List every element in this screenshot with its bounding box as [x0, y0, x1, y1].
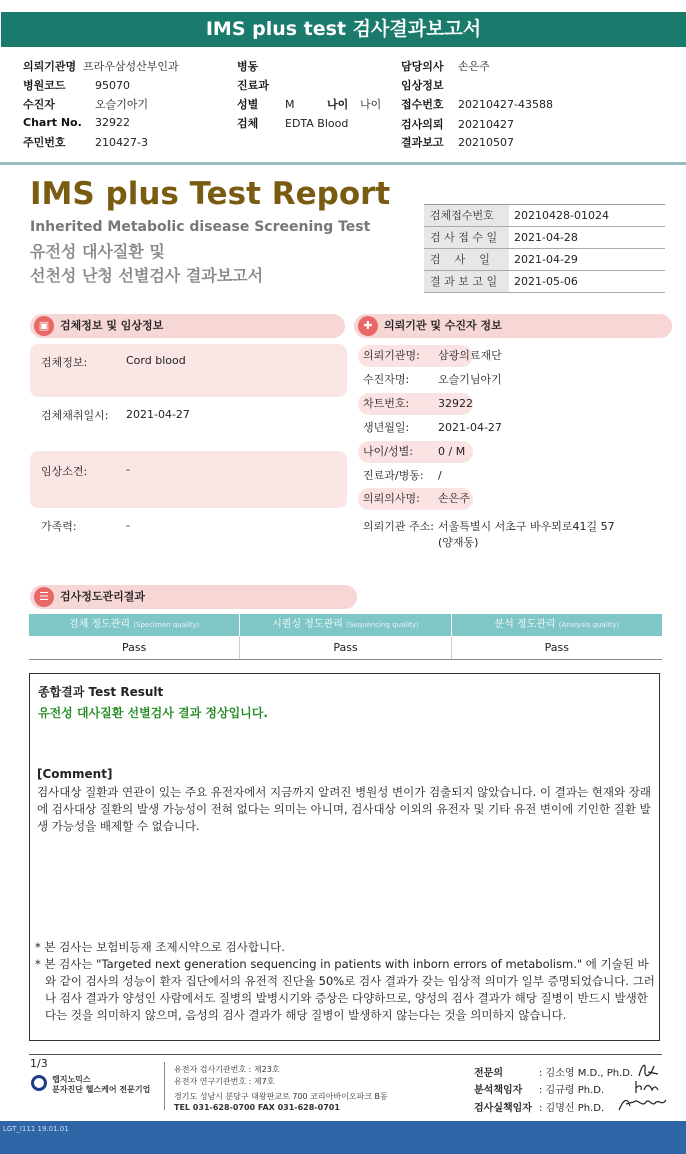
signer: 분석책임자 : 김규령 Ph.D.: [474, 1085, 605, 1096]
specimen-info-value: Cord blood: [126, 354, 186, 367]
date-row: 결 과 보 고 일 2021-05-06: [424, 271, 665, 293]
header-hospital-code: 병원코드 95070: [23, 79, 130, 92]
quality-table-header: [29, 614, 662, 636]
dates-table: [424, 204, 665, 293]
checklist-icon: ☰: [34, 587, 54, 607]
note: * 본 검사는 보험비등재 조제시약으로 검사합니다.: [35, 940, 285, 954]
header-sex: 성별 M: [237, 98, 295, 111]
family-history-label: 가족력:: [41, 520, 77, 533]
family-history-value: -: [126, 519, 130, 532]
header-request-date: 검사의뢰 20210427: [401, 118, 514, 131]
result-summary: 유전성 대사질환 선별검사 결과 정상입니다.: [38, 706, 268, 720]
specimen-section-header: ▣ 검체정보 및 임상정보: [30, 314, 345, 338]
signature-3: [616, 1094, 668, 1114]
specimen-info-box: [30, 344, 347, 397]
top-band: [0, 0, 686, 52]
quality-section-header: ☰ 검사정도관리결과: [30, 585, 357, 609]
header-doctor: 담당의사 손은주: [401, 60, 490, 73]
specimen-info-label: 검체정보:: [41, 356, 88, 369]
requester-section-header: ✚ 의뢰기관 및 수진자 정보: [354, 314, 672, 338]
signer: 전문의 : 김소영 M.D., Ph.D.: [474, 1068, 634, 1079]
quality-col-specimen: 검체 정도관리 (Specimen quality): [29, 614, 240, 636]
header-report-date: 결과보고 20210507: [401, 136, 514, 149]
clinical-findings-label: 임상소견:: [41, 465, 88, 478]
form-code: LGT_I111 19.01.01: [3, 1125, 69, 1133]
signature-1: [636, 1060, 662, 1080]
report-subtitle-en: Inherited Metabolic disease Screening Test: [30, 219, 371, 235]
address-line2: (양재동): [438, 536, 479, 549]
quality-value: Pass: [29, 636, 240, 659]
quality-table: [29, 614, 662, 660]
header-ward: 병동: [237, 60, 259, 73]
footer-info: TEL 031-628-0700 FAX 031-628-0701: [174, 1103, 340, 1112]
comment-text: 검사대상 질환과 연관이 있는 주요 유전자에서 지금까지 알려진 병원성 변이가 검출되지 않았습니다. 이 결과는 현재와 장래에 검사대상 질환의 발생 가능성이 전혀 없다는 의미는 아니며, 검사대상 이외의 유전자 및 기타 유전 변이에 기인한 질환 발생 가능성을 배제할 수 없습니다.: [37, 785, 651, 833]
footer-separator: [164, 1062, 165, 1110]
date-row: 검 사 일 2021-04-29: [424, 249, 665, 271]
clinical-info-box: [30, 451, 347, 508]
bottom-bar: [0, 1121, 686, 1154]
header-requester-name: 의뢰기관명 프라우삼성산부인과: [23, 60, 179, 73]
date-row: 검 사 접 수 일 2021-04-28: [424, 227, 665, 249]
page-title: IMS plus test 검사결과보고서: [1, 12, 686, 47]
page-number: 1/3: [30, 1057, 48, 1070]
notes: [35, 939, 657, 1024]
report-subtitle-ko: 유전성 대사질환 및 선천성 난청 선별검사 결과보고서: [30, 242, 264, 285]
header-clinical-info: 임상정보: [401, 79, 444, 92]
date-row: 검체접수번호 20210428-01024: [424, 205, 665, 227]
logo-name: 랩지노믹스: [52, 1075, 91, 1084]
header-department: 진료과: [237, 79, 269, 92]
company-logo: [31, 1075, 47, 1091]
header-separator: [0, 162, 686, 165]
result-title: 종합결과 Test Result: [38, 685, 164, 699]
hospital-icon: ✚: [358, 316, 378, 336]
quality-table-row: [29, 636, 662, 660]
result-box: [29, 673, 660, 1041]
collection-date-label: 검체채취일시:: [41, 409, 109, 422]
header-patient: 수진자 오슬기아기: [23, 98, 149, 111]
address-line1: 서울특별시 서초구 바우뫼로41길 57: [438, 520, 615, 533]
comment-title: [Comment]: [37, 767, 113, 781]
quality-col-analysis: 분석 정도관리 (Analysis quality): [494, 619, 620, 630]
note: * 본 검사는 "Targeted next generation sequencing in patients with inborn errors of metabolism." 에 기술된 바와 같이 검사의 성능이 환자 집단에서의 유전적 진단율 50%로 검사 결과가 갖는 임상적 의미가 일부 증명되었습니다. 그러나 검사 결과가 양성인 사람에서도 질병의 발병시기와 증상은 다양하므로, 양성의 검사 결과가 해당 질병이 반드시 발생한다는 것을 의미하지 않으며, 음성의 검사 결과가 해당 질병이 발생하지 않는다는 것을 의미하지 않습니다.: [35, 957, 655, 1022]
collection-date-value: 2021-04-27: [126, 408, 190, 421]
footer-info: 유전자 연구기관번호 : 제7호: [174, 1077, 275, 1086]
header-age: 나이 나이: [327, 98, 382, 111]
header-chart-no: Chart No. 32922: [23, 116, 130, 129]
signer: 검사실책임자 : 김명신 Ph.D.: [474, 1103, 605, 1114]
header-resident-no: 주민번호 210427-3: [23, 136, 148, 149]
quality-col-sequencing: 시퀀싱 정도관리 (Sequencing quality): [240, 614, 451, 636]
clipboard-icon: ▣: [34, 316, 54, 336]
address-label: 의뢰기관 주소:: [363, 520, 434, 533]
header-specimen: 검체 EDTA Blood: [237, 117, 349, 130]
logo-tagline: 분자진단 헬스케어 전문기업: [52, 1085, 151, 1094]
quality-value: Pass: [544, 641, 569, 654]
footer-info: 유전자 검사기관번호 : 제23호: [174, 1065, 280, 1074]
clinical-findings-value: -: [126, 463, 130, 476]
footer-info: 경기도 성남시 분당구 대왕판교로 700 코리아바이오파크 B동: [174, 1092, 388, 1101]
report-title: IMS plus Test Report: [30, 176, 391, 212]
quality-value: Pass: [240, 636, 451, 659]
footer-divider: [29, 1054, 662, 1055]
header-receipt-no: 접수번호 20210427-43588: [401, 98, 553, 111]
